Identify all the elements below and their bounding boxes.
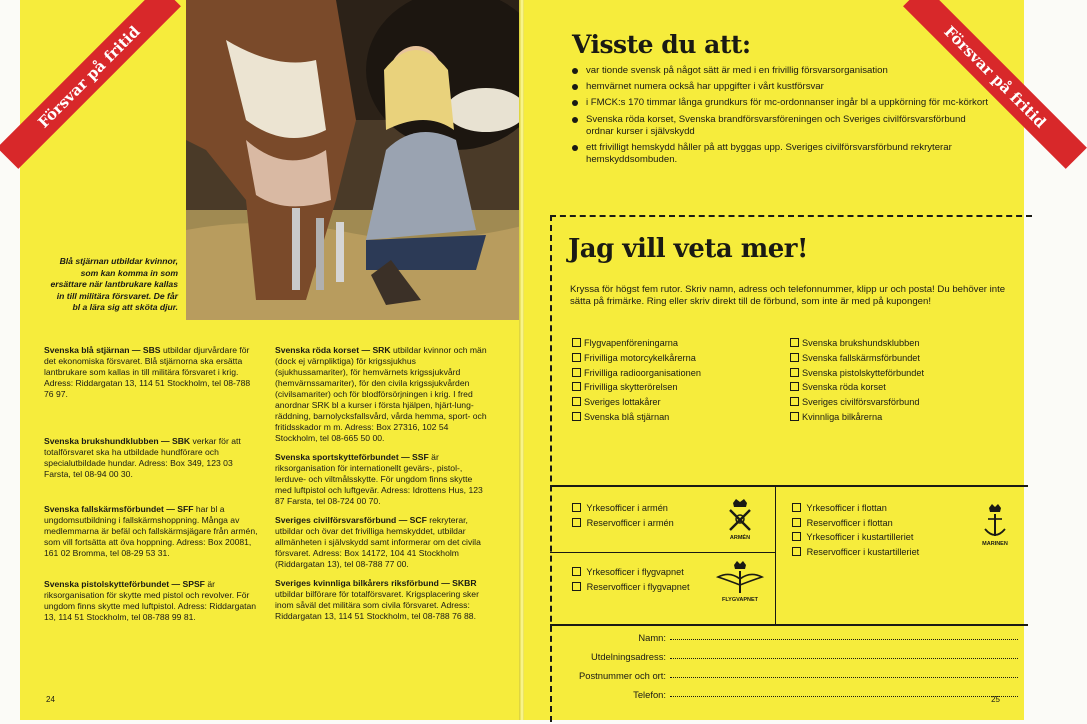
checkbox-icon[interactable] [790, 397, 799, 406]
divider [550, 552, 775, 553]
fact-item: Svenska röda korset, Svenska brandförsvarsföreningen och Sveriges civilförsvarsförbund ordnar kurser i självskydd [572, 114, 992, 138]
anchor-crown-icon [982, 503, 1008, 539]
ribbon-forsvar-pa-fritid: Försvar på fritid [0, 0, 181, 169]
fill-in-line[interactable] [670, 639, 1018, 640]
checkbox-icon[interactable] [792, 532, 801, 541]
bullet-icon [572, 100, 578, 106]
checkbox-icon[interactable] [572, 368, 581, 377]
coupon-option[interactable]: Yrkesofficer i flottan [792, 501, 919, 516]
org-entry [44, 579, 258, 623]
checkbox-icon[interactable] [572, 518, 581, 527]
checkbox-icon[interactable] [572, 412, 581, 421]
coupon-option[interactable]: Yrkesofficer i kustartilleriet [792, 530, 919, 545]
org-name: Svenska brukshundklubben — SBK [44, 436, 191, 446]
org-entry [44, 436, 258, 480]
org-text: utbildar kvinnor och män (dock ej värnpliktiga) för krigssjukhus (sjukhussamariter), för hemvärnets krigssjukvård (hemvärnssamariter), för den civila krigssjukvården (civilsamariter) och för blodförsörjningen i krig. I fred anordnar SRK bl a kurser i första hjälpen, hjärt-lung-räddning, barnolycksfallsvård, vårda hemma, sport- och fritidsskador m m. Adress: Box 27316, 102 54 Stockholm, tel 08-665 50 00. [275, 345, 487, 443]
coupon-option[interactable]: Svenska brukshundsklubben [790, 336, 924, 351]
winged-propeller-crown-icon [716, 561, 764, 595]
left-page [20, 0, 520, 720]
coupon-option[interactable]: Svenska fallskärmsförbundet [790, 351, 924, 366]
photo-illustration [186, 0, 522, 320]
checkbox-icon[interactable] [572, 382, 581, 391]
navy-options [792, 501, 919, 559]
coupon-option[interactable]: Reservofficer i flygvapnet [572, 580, 690, 595]
army-options [572, 501, 674, 530]
org-text: är riksorganisation för internationellt gevärs-, pistol-, lerduve- och viltmålsskytte. För ungdom finns skytte med luftpistol och luftgevär. Adress: Idrottens Hus, 123 87 Farsta, tel 08-724 00 70. [275, 452, 483, 506]
page-number: 24 [46, 695, 55, 704]
coupon-option[interactable]: Frivilliga radioorganisationen [572, 366, 701, 381]
checkbox-icon[interactable] [572, 397, 581, 406]
checkbox-icon[interactable] [572, 353, 581, 362]
photo-caption: Blå stjärnan utbildar kvinnor, som kan komma in som ersättare när lantbrukare kallas in till militära försvaret. De får bl a lära sig att sköta djur. [50, 256, 178, 313]
org-text: rekryterar, utbildar och övar det frivilliga hemskyddet, utbildar allmänheten i självskydd samt informerar om det civila försvaret. Adress: Box 14172, 104 41 Stockholm (Riddargatan 13), tel 08-788 77 00. [275, 515, 481, 569]
coupon-option[interactable]: Sveriges civilförsvarsförbund [790, 395, 924, 410]
bullet-icon [572, 68, 578, 74]
checkbox-icon[interactable] [572, 338, 581, 347]
right-page [524, 0, 1050, 720]
name-field[interactable]: Namn: [550, 632, 1028, 643]
org-name: Svenska pistolskytteförbundet — SPSF [44, 579, 205, 589]
fact-item: var tionde svensk på något sätt är med i en frivillig försvarsorganisation [572, 65, 992, 77]
coupon-option[interactable]: Reservofficer i flottan [792, 516, 919, 531]
coupon-option[interactable]: Yrkesofficer i armén [572, 501, 674, 516]
coupon-options-left [572, 336, 701, 425]
checkbox-icon[interactable] [572, 567, 581, 576]
coupon-option[interactable]: Sveriges lottakårer [572, 395, 701, 410]
checkbox-icon[interactable] [792, 518, 801, 527]
coupon-option[interactable]: Reservofficer i armén [572, 516, 674, 531]
navy-emblem: MARINEN [970, 503, 1020, 547]
coupon-option[interactable]: Svenska pistolskytteförbundet [790, 366, 924, 381]
postcode-city-field[interactable]: Postnummer och ort: [550, 670, 1028, 681]
org-entry [275, 515, 489, 570]
org-text: har bl a ungdomsutbildning i fallskärmshoppning. Många av medlemmarna är befäl och fallskärmsjägare från armén, som vill fortsätta att öva hoppning. Adress: Box 20081, 161 02 Bromma, tel 08-29 53 31. [44, 504, 258, 558]
org-entry [275, 578, 489, 622]
coupon-option[interactable]: Flygvapenföreningarna [572, 336, 701, 351]
organizations-column-a [44, 345, 258, 629]
coupon-option[interactable]: Kvinnliga bilkårerna [790, 410, 924, 425]
airforce-options [572, 565, 690, 594]
ribbon-forsvar-pa-fritid: Försvar på fritid [903, 0, 1087, 169]
bullet-icon [572, 84, 578, 90]
checkbox-icon[interactable] [572, 503, 581, 512]
org-entry [44, 504, 258, 559]
address-field[interactable]: Utdelningsadress: [550, 651, 1028, 662]
org-text: verkar för att totalförsvaret ska ha utbildade hundförare och specialutbildade hundar. Adress: Box 349, 123 03 Farsta, tel 08-94 00 30. [44, 436, 241, 479]
checkbox-icon[interactable] [790, 368, 799, 377]
org-name: Svenska blå stjärnan — SBS [44, 345, 161, 355]
coupon-option[interactable]: Svenska röda korset [790, 380, 924, 395]
coupon-option[interactable]: Yrkesofficer i flygvapnet [572, 565, 690, 580]
fill-in-line[interactable] [670, 658, 1018, 659]
org-entry [275, 345, 489, 444]
org-name: Svenska röda korset — SRK [275, 345, 391, 355]
army-emblem: ARMÉN [718, 497, 762, 541]
airforce-emblem: FLYGVAPNET [710, 561, 770, 603]
facts-title: Visste du att: [572, 30, 751, 59]
checkbox-icon[interactable] [790, 412, 799, 421]
fact-item: ett frivilligt hemskydd håller på att byggas upp. Sveriges civilförsvarsförbund rekryterar hemskyddsombuden. [572, 142, 992, 166]
checkbox-icon[interactable] [790, 353, 799, 362]
org-name: Sveriges civilförsvarsförbund — SCF [275, 515, 427, 525]
org-text: är riksorganisation för skytte med pistol och revolver. För ungdom finns skytte med luftpistol. Adress: Riddargatan 13, 114 51 Stockholm, tel 08-788 99 81. [44, 579, 257, 622]
divider [775, 487, 776, 624]
coupon-instructions: Kryssa för högst fem rutor. Skriv namn, adress och telefonnummer, klipp ur och posta! Du behöver inte sätta på frimärke. Ring eller skriv direkt till de förbund, som inte är med på kupongen! [570, 284, 1006, 307]
checkbox-icon[interactable] [790, 382, 799, 391]
org-text: utbildar bilförare för totalförsvaret. Krigsplacering sker inom såväl det militära som civila försvaret. Adress: Riddargatan 13, 114 51 Stockholm, tel 08-788 76 88. [275, 589, 479, 621]
checkbox-icon[interactable] [792, 547, 801, 556]
phone-field[interactable]: Telefon: [550, 689, 1028, 700]
crossed-swords-crown-icon [725, 497, 755, 533]
checkbox-icon[interactable] [792, 503, 801, 512]
org-entry [44, 345, 258, 400]
org-text: utbildar djurvårdare för det ekonomiska försvaret. Blå stjärnorna ska ersätta lantbrukare som kallas in till militära försvaret i krig. Adress: Riddargatan 13, 114 51 Stockholm, tel 08-788 76 97. [44, 345, 251, 399]
fact-item: hemvärnet numera också har uppgifter i vårt kustförsvar [572, 81, 992, 93]
org-name: Svenska fallskärmsförbundet — SFF [44, 504, 194, 514]
coupon-option[interactable]: Reservofficer i kustartilleriet [792, 545, 919, 560]
coupon-title: Jag vill veta mer! [568, 234, 808, 264]
page-number: 25 [991, 695, 1000, 704]
fact-item: i FMCK:s 170 timmar långa grundkurs för mc-ordonnanser ingår bl a uppkörning för mc-körkort [572, 97, 992, 109]
coupon-option[interactable]: Frivilliga motorcykelkårerna [572, 351, 701, 366]
organizations-column-b [275, 345, 489, 628]
checkbox-icon[interactable] [572, 582, 581, 591]
coupon-option[interactable]: Frivilliga skytterörelsen [572, 380, 701, 395]
org-entry [275, 452, 489, 507]
photo-milking-cow [186, 0, 522, 320]
org-name: Svenska sportskytteförbundet — SSF [275, 452, 429, 462]
fill-in-line[interactable] [670, 677, 1018, 678]
fill-in-line[interactable] [670, 696, 1018, 697]
coupon-option[interactable]: Svenska blå stjärnan [572, 410, 701, 425]
org-name: Sveriges kvinnliga bilkårers riksförbund — SKBR [275, 578, 477, 588]
coupon-options-right [790, 336, 924, 425]
officer-options-box [550, 485, 1028, 626]
checkbox-icon[interactable] [790, 338, 799, 347]
bullet-icon [572, 117, 578, 123]
facts-list [572, 65, 992, 170]
bullet-icon [572, 145, 578, 151]
